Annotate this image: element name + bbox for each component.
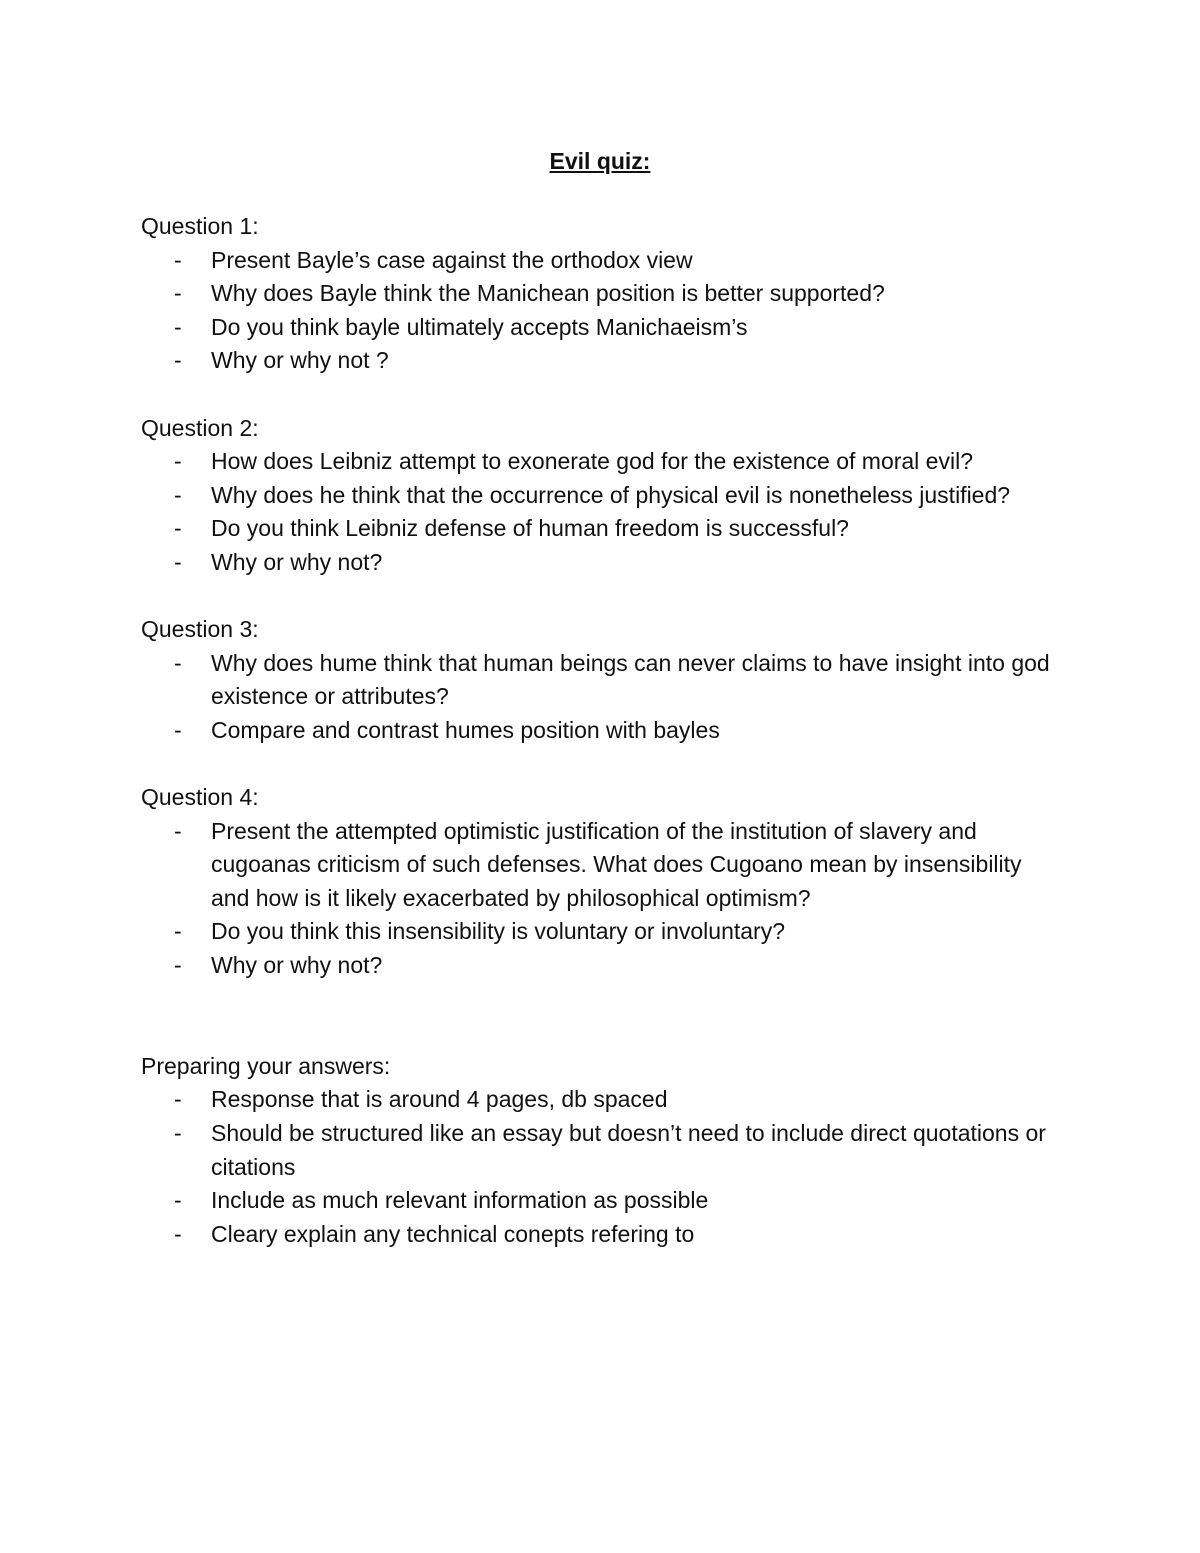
preparing-answers-list xyxy=(141,1083,1061,1251)
list-item xyxy=(141,277,1061,311)
list-item xyxy=(141,479,1061,513)
list-item-text: Present Bayle’s case against the orthodox view xyxy=(211,246,693,273)
dash-bullet: - xyxy=(174,448,182,475)
dash-bullet: - xyxy=(174,952,182,979)
document-title: Evil quiz: xyxy=(549,148,651,174)
list-item-text: Why or why not? xyxy=(211,548,383,575)
list-item xyxy=(141,647,1061,714)
question-3-section xyxy=(141,613,1061,747)
list-item xyxy=(141,546,1061,580)
dash-bullet: - xyxy=(174,918,182,945)
question-3-list xyxy=(141,647,1061,748)
list-item-text: Include as much relevant information as possible xyxy=(211,1187,709,1214)
section-spacer xyxy=(141,983,1061,1050)
dash-bullet: - xyxy=(174,313,182,340)
question-2-list xyxy=(141,445,1061,579)
question-4-list xyxy=(141,815,1061,983)
dash-bullet: - xyxy=(174,817,182,844)
list-item xyxy=(141,344,1061,378)
question-2-heading: Question 2: xyxy=(141,414,259,441)
preparing-answers-heading: Preparing your answers: xyxy=(141,1052,391,1079)
preparing-answers-section xyxy=(141,1050,1061,1252)
dash-bullet: - xyxy=(174,1086,182,1113)
dash-bullet: - xyxy=(174,1120,182,1147)
list-item-text: Should be structured like an essay but doesn’t need to include direct quotations or citations xyxy=(211,1120,1046,1180)
section-spacer xyxy=(141,748,1061,782)
dash-bullet: - xyxy=(174,1220,182,1247)
list-item xyxy=(141,445,1061,479)
dash-bullet: - xyxy=(174,246,182,273)
question-4-section xyxy=(141,781,1061,983)
dash-bullet: - xyxy=(174,280,182,307)
list-item-text: Do you think this insensibility is voluntary or involuntary? xyxy=(211,918,785,945)
list-item xyxy=(141,1218,1061,1252)
list-item-text: Present the attempted optimistic justification of the institution of slavery and cugoanas criticism of such defenses. What does Cugoano mean by insensibility and how is it likely exacerbated by philosophical optimism? xyxy=(211,817,1022,911)
list-item-text: How does Leibniz attempt to exonerate god for the existence of moral evil? xyxy=(211,448,973,475)
dash-bullet: - xyxy=(174,716,182,743)
list-item xyxy=(141,1117,1061,1184)
question-1-list xyxy=(141,244,1061,378)
list-item-text: Why does he think that the occurrence of physical evil is nonetheless justified? xyxy=(211,481,1011,508)
document-body xyxy=(141,210,1061,1251)
section-spacer xyxy=(141,580,1061,614)
list-item xyxy=(141,512,1061,546)
dash-bullet: - xyxy=(174,481,182,508)
list-item-text: Why or why not ? xyxy=(211,347,389,374)
list-item xyxy=(141,949,1061,983)
dash-bullet: - xyxy=(174,515,182,542)
dash-bullet: - xyxy=(174,347,182,374)
question-4-heading: Question 4: xyxy=(141,784,259,811)
question-3-heading: Question 3: xyxy=(141,616,259,643)
dash-bullet: - xyxy=(174,649,182,676)
list-item-text: Do you think Leibniz defense of human freedom is successful? xyxy=(211,515,849,542)
list-item-text: Cleary explain any technical conepts refering to xyxy=(211,1220,695,1247)
list-item-text: Do you think bayle ultimately accepts Manichaeism’s xyxy=(211,313,748,340)
dash-bullet: - xyxy=(174,548,182,575)
list-item xyxy=(141,815,1061,916)
list-item xyxy=(141,1184,1061,1218)
question-1-heading: Question 1: xyxy=(141,213,259,239)
list-item xyxy=(141,915,1061,949)
list-item xyxy=(141,244,1061,278)
list-item-text: Why does Bayle think the Manichean position is better supported? xyxy=(211,280,885,307)
list-item xyxy=(141,1083,1061,1117)
list-item xyxy=(141,311,1061,345)
dash-bullet: - xyxy=(174,1187,182,1214)
list-item-text: Why does hume think that human beings can never claims to have insight into god existence or attributes? xyxy=(211,649,1050,710)
list-item-text: Response that is around 4 pages, db spaced xyxy=(211,1086,668,1113)
list-item-text: Compare and contrast humes position with bayles xyxy=(211,716,720,743)
list-item-text: Why or why not? xyxy=(211,952,383,979)
question-2-section xyxy=(141,412,1061,580)
list-item xyxy=(141,714,1061,748)
section-spacer xyxy=(141,378,1061,412)
question-1-section xyxy=(141,210,1061,378)
